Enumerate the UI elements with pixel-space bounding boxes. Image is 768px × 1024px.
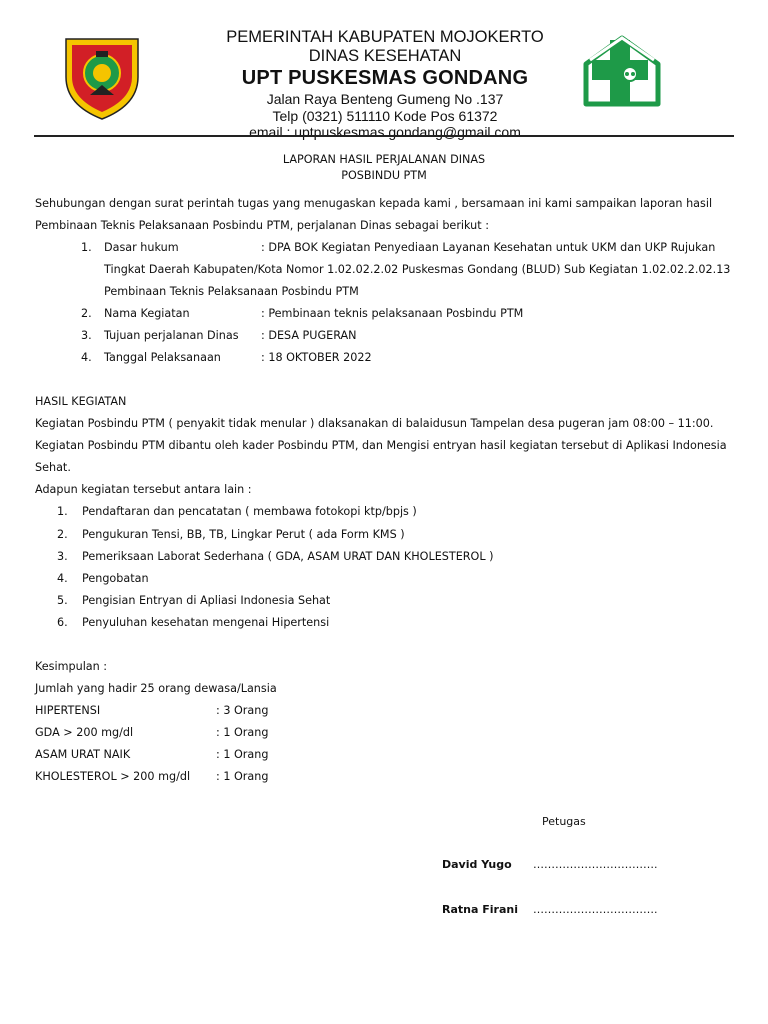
detail-number: 2. bbox=[81, 307, 92, 320]
letterhead-institution: UPT PUSKESMAS GONDANG bbox=[241, 67, 529, 89]
detail-label: Dasar hukum bbox=[104, 241, 179, 254]
detail-value: : DPA BOK Kegiatan Penyediaan Layanan Kesehatan untuk UKM dan UKP Rujukan bbox=[261, 241, 716, 254]
activity-item: Pengobatan bbox=[82, 572, 149, 585]
activity-number: 1. bbox=[57, 505, 68, 518]
detail-value-continued: Pembinaan Teknis Pelaksanaan Posbindu PTM bbox=[104, 285, 359, 298]
letterhead-government: PEMERINTAH KABUPATEN MOJOKERTO bbox=[226, 28, 544, 46]
detail-value-continued: Tingkat Daerah Kabupaten/Kota Nomor 1.02.02.2.02 Puskesmas Gondang (BLUD) Sub Kegiatan 1.02.02.2.02.13 bbox=[104, 263, 731, 276]
detail-value: : DESA PUGERAN bbox=[261, 329, 357, 342]
intro-line-2: Pembinaan Teknis Pelaksanaan Posbindu PTM, perjalanan Dinas sebagai berikut : bbox=[35, 219, 489, 232]
activity-item: Pemeriksaan Laborat Sederhana ( GDA, ASAM URAT DAN KHOLESTEROL ) bbox=[82, 550, 494, 563]
detail-label: Tujuan perjalanan Dinas bbox=[104, 329, 239, 342]
detail-number: 4. bbox=[81, 351, 92, 364]
conclusion-label: HIPERTENSI bbox=[35, 704, 101, 717]
letterhead-department: DINAS KESEHATAN bbox=[308, 47, 462, 65]
report-title: LAPORAN HASIL PERJALANAN DINAS bbox=[282, 153, 486, 166]
activity-number: 6. bbox=[57, 616, 68, 629]
detail-value: : Pembinaan teknis pelaksanaan Posbindu PTM bbox=[261, 307, 524, 320]
detail-label: Tanggal Pelaksanaan bbox=[104, 351, 221, 364]
activity-number: 5. bbox=[57, 594, 68, 607]
activities-intro: Adapun kegiatan tersebut antara lain : bbox=[35, 483, 252, 496]
activity-number: 3. bbox=[57, 550, 68, 563]
letterhead-divider bbox=[34, 135, 734, 137]
officer-name: Ratna Firani bbox=[442, 903, 518, 916]
detail-number: 3. bbox=[81, 329, 92, 342]
intro-line-1: Sehubungan dengan surat perintah tugas yang menugaskan kepada kami , bersamaan ini kami sampaikan laporan hasil bbox=[35, 197, 713, 210]
mojokerto-regency-emblem-icon bbox=[60, 33, 144, 121]
letterhead-phone: Telp (0321) 511110 Kode Pos 61372 bbox=[272, 107, 498, 124]
activity-item: Pengisian Entryan di Apliasi Indonesia Sehat bbox=[82, 594, 331, 607]
conclusion-label: KHOLESTEROL > 200 mg/dl bbox=[35, 770, 191, 783]
signature-line: ……………………………. bbox=[533, 903, 658, 916]
conclusion-label: ASAM URAT NAIK bbox=[35, 748, 131, 761]
conclusion-heading: Kesimpulan : bbox=[35, 660, 108, 673]
activity-item: Pengukuran Tensi, BB, TB, Lingkar Perut ( ada Form KMS ) bbox=[82, 528, 405, 541]
results-paragraph-continued: Sehat. bbox=[35, 461, 71, 474]
letterhead-email: email : uptpuskesmas.gondang@gmail.com bbox=[249, 124, 521, 140]
activity-item: Pendaftaran dan pencatatan ( membawa fotokopi ktp/bpjs ) bbox=[82, 505, 417, 518]
detail-label: Nama Kegiatan bbox=[104, 307, 190, 320]
report-subtitle: POSBINDU PTM bbox=[341, 169, 427, 182]
results-paragraph: Kegiatan Posbindu PTM dibantu oleh kader Posbindu PTM, dan Mengisi entryan hasil kegiatan tersebut di Aplikasi Indonesia bbox=[35, 439, 727, 452]
results-paragraph: Kegiatan Posbindu PTM ( penyakit tidak menular ) dlaksanakan di balaidusun Tampelan desa pugeran jam 08:00 – 11:00. bbox=[35, 417, 714, 430]
conclusion-value: : 1 Orang bbox=[216, 726, 269, 739]
letterhead-address: Jalan Raya Benteng Gumeng No .137 bbox=[266, 91, 504, 107]
attendance-text: Jumlah yang hadir 25 orang dewasa/Lansia bbox=[35, 682, 277, 695]
activity-number: 2. bbox=[57, 528, 68, 541]
signature-line: ……………………………. bbox=[533, 858, 658, 871]
results-heading: HASIL KEGIATAN bbox=[35, 395, 127, 408]
letterhead bbox=[150, 28, 620, 141]
conclusion-value: : 1 Orang bbox=[216, 748, 269, 761]
conclusion-label: GDA > 200 mg/dl bbox=[35, 726, 134, 739]
detail-value: : 18 OKTOBER 2022 bbox=[261, 351, 372, 364]
activity-number: 4. bbox=[57, 572, 68, 585]
conclusion-value: : 3 Orang bbox=[216, 704, 269, 717]
activity-item: Penyuluhan kesehatan mengenai Hipertensi bbox=[82, 616, 330, 629]
officer-name: David Yugo bbox=[442, 858, 512, 871]
conclusion-value: : 1 Orang bbox=[216, 770, 269, 783]
puskesmas-cross-logo-icon bbox=[582, 34, 662, 108]
detail-number: 1. bbox=[81, 241, 92, 254]
signature-heading: Petugas bbox=[542, 815, 586, 828]
